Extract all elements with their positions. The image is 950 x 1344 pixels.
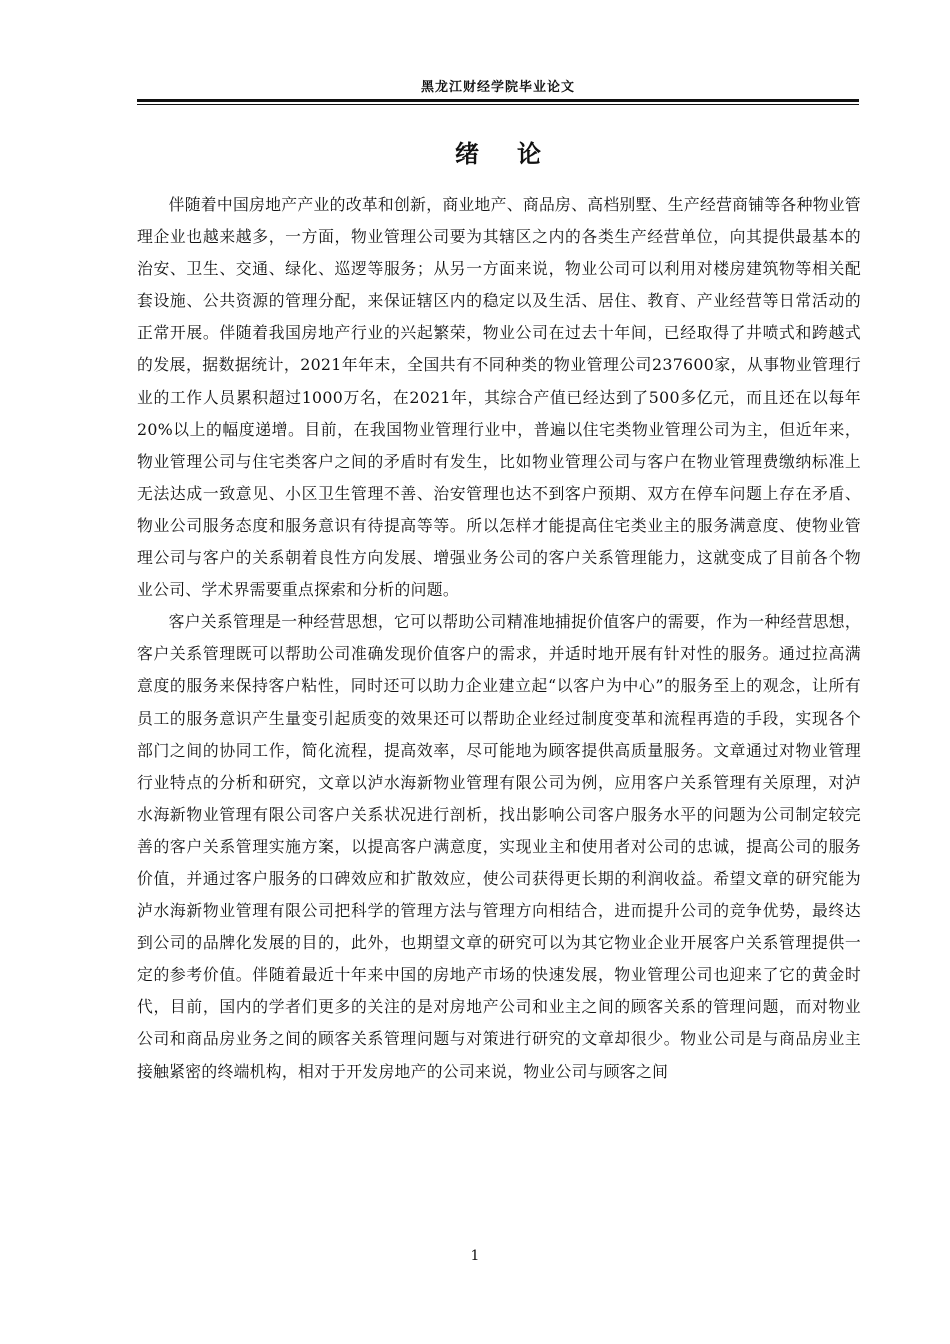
paragraph-2: 客户关系管理是一种经营思想，它可以帮助公司精准地捕捉价值客户的需要，作为一种经营思想，客户关系管理既可以帮助公司准确发现价值客户的需求，并适时地开展有针对性的服务。通过拉高满意度的服务来保持客户粘性，同时还可以助力企业建立起“以客户为中心”的服务至上的观念，让所有员工的服务意识产生量变引起质变的效果还可以帮助企业经过制度变革和流程再造的手段，实现各个部门之间的协同工作，简化流程，提高效率，尽可能地为顾客提供高质量服务。文章通过对物业管理行业特点的分析和研究，文章以泸水海新物业管理有限公司为例，应用客户关系管理有关原理，对泸水海新物业管理有限公司客户关系状况进行剖析，找出影响公司客户服务水平的问题为公司制定较完善的客户关系管理实施方案，以提高客户满意度，实现业主和使用者对公司的忠诚，提高公司的服务价值，并通过客户服务的口碑效应和扩散效应，使公司获得更长期的利润收益。希望文章的研究能为泸水海新物业管理有限公司把科学的管理方法与管理方向相结合，进而提升公司的竞争优势，最终达到公司的品牌化发展的目的，此外，也期望文章的研究可以为其它物业企业开展客户关系管理提供一定的参考价值。伴随着最近十年来中国的房地产市场的快速发展，物业管理公司也迎来了它的黄金时代，目前，国内的学者们更多的关注的是对房地产公司和业主之间的顾客关系的管理问题，而对物业公司和商品房业务之间的顾客关系管理问题与对策进行研究的文章却很少。物业公司是与商品房业主接触紧密的终端机构，相对于开发房地产的公司来说，物业公司与顾客之间 <box>137 612 861 1081</box>
header-rule-thick <box>137 99 859 102</box>
page-number: 1 <box>470 1248 480 1264</box>
running-header: 黑龙江财经学院毕业论文 <box>420 80 575 95</box>
paragraph-1: 伴随着中国房地产产业的改革和创新，商业地产、商品房、高档别墅、生产经营商铺等各种物业管理企业也越来越多，一方面，物业管理公司要为其辖区之内的各类生产经营单位，向其提供最基本的治安、卫生、交通、绿化、巡逻等服务；从另一方面来说，物业公司可以利用对楼房建筑物等相关配套设施、公共资源的管理分配，来保证辖区内的稳定以及生活、居住、教育、产业经营等日常活动的正常开展。伴随着我国房地产行业的兴起繁荣，物业公司在过去十年间，已经取得了井喷式和跨越式的发展，据数据统计，2021年年末，全国共有不同种类的物业管理公司237600家，从事物业管理行业的工作人员累积超过1000万名，在2021年，其综合产值已经达到了500多亿元，而且还在以每年20%以上的幅度递增。目前，在我国物业管理行业中，普遍以住宅类物业管理公司为主，但近年来，物业管理公司与住宅类客户之间的矛盾时有发生，比如物业管理公司与客户在物业管理费缴纳标准上无法达成一致意见、小区卫生管理不善、治安管理也达不到客户预期、双方在停车问题上存在矛盾、物业公司服务态度和服务意识有待提高等等。所以怎样才能提高住宅类业主的服务满意度、使物业管理公司与客户的关系朝着良性方向发展、增强业务公司的客户关系管理能力，这就变成了目前各个物业公司、学术界需要重点探索和分析的问题。 <box>137 195 861 600</box>
header-rule-thin <box>137 104 859 105</box>
body-text <box>137 189 861 1088</box>
section-title: 绪论 <box>455 139 579 168</box>
